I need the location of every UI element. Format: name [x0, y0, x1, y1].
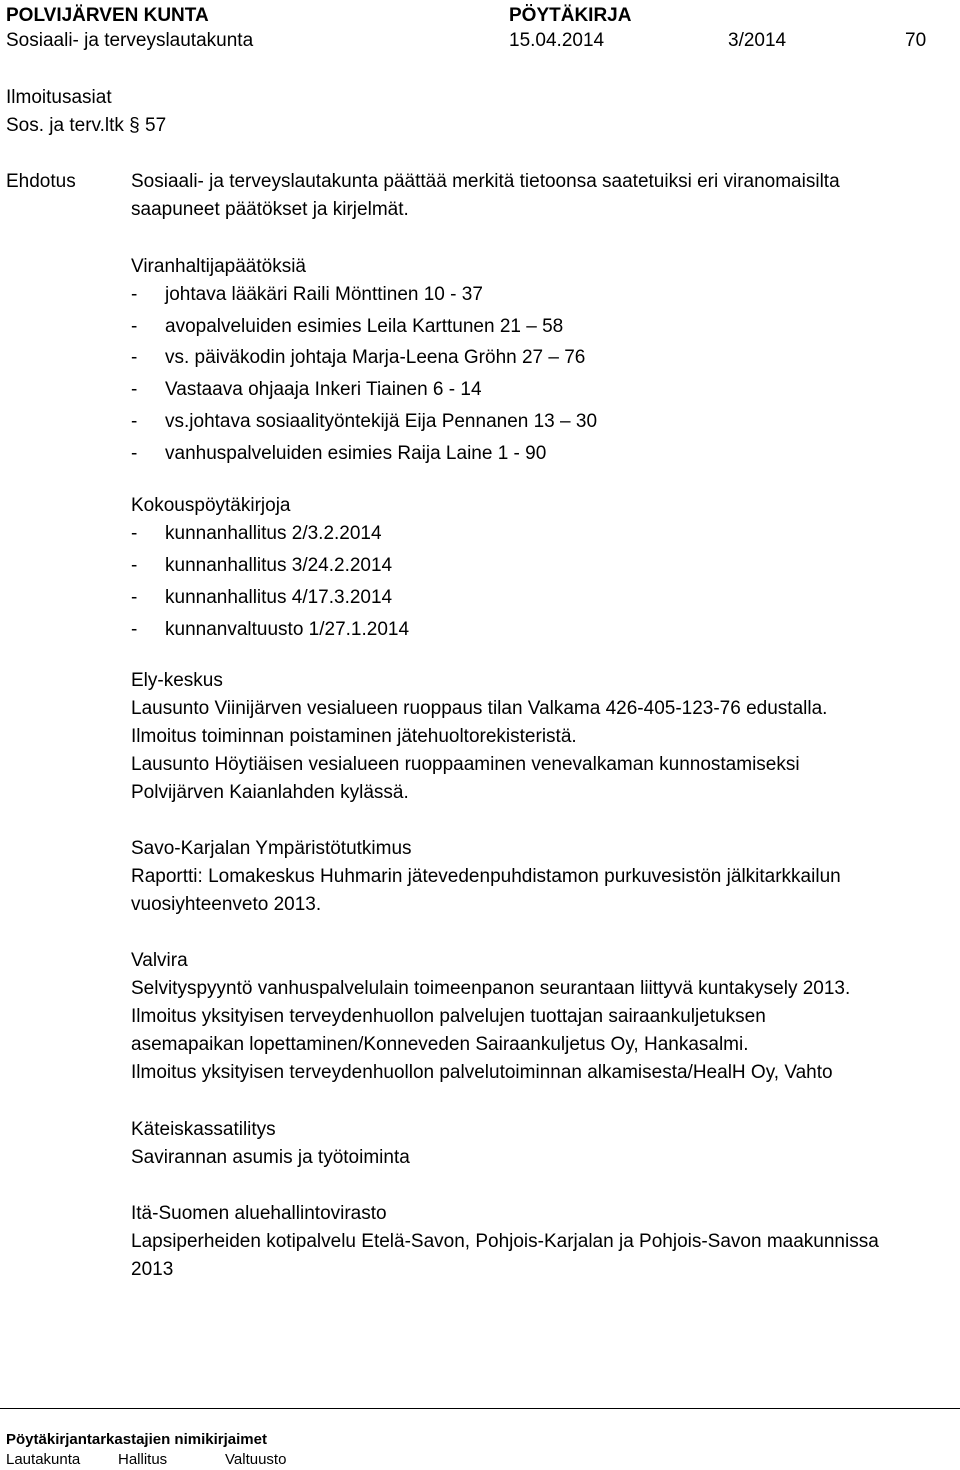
proposal-line: saapuneet päätökset ja kirjelmät.: [131, 199, 409, 220]
list-dash: -: [131, 316, 138, 337]
list-item: vs. päiväkodin johtaja Marja-Leena Gröhn 27 – 76: [165, 347, 586, 368]
body-line: Ilmoitus yksityisen terveydenhuollon palvelutoiminnan alkamisesta/HealH Oy, Vahto: [131, 1062, 833, 1083]
section-heading-avi: Itä-Suomen aluehallintovirasto: [131, 1203, 387, 1224]
meeting-number: 3/2014: [728, 30, 787, 51]
body-line: Polvijärven Kaianlahden kylässä.: [131, 782, 409, 803]
body-line: Ilmoitus yksityisen terveydenhuollon palvelujen tuottajan sairaankuljetuksen: [131, 1006, 766, 1027]
list-dash: -: [131, 587, 138, 608]
footer-col-council: Valtuusto: [225, 1451, 287, 1468]
list-item: kunnanhallitus 4/17.3.2014: [165, 587, 393, 608]
body-line: Lausunto Viinijärven vesialueen ruoppaus tilan Valkama 426-405-123-76 edustalla.: [131, 698, 828, 719]
list-dash: -: [131, 619, 138, 640]
body-line: Ilmoitus toiminnan poistaminen jätehuoltorekisteristä.: [131, 726, 577, 747]
list-dash: -: [131, 523, 138, 544]
organization-name: POLVIJÄRVEN KUNTA: [6, 5, 209, 26]
section-heading-ely: Ely-keskus: [131, 670, 223, 691]
section-heading-minutes: Kokouspöytäkirjoja: [131, 495, 291, 516]
list-item: kunnanhallitus 2/3.2.2014: [165, 523, 382, 544]
list-dash: -: [131, 379, 138, 400]
footer-title: Pöytäkirjantarkastajien nimikirjaimet: [6, 1431, 267, 1448]
proposal-line: Sosiaali- ja terveyslautakunta päättää merkitä tietoonsa saatetuiksi eri viranomaisilta: [131, 171, 840, 192]
body-line: Raportti: Lomakeskus Huhmarin jätevedenpuhdistamon purkuvesistön jälkitarkkailun: [131, 866, 841, 887]
section-heading-savo: Savo-Karjalan Ympäristötutkimus: [131, 838, 412, 859]
list-dash: -: [131, 411, 138, 432]
committee-name: Sosiaali- ja terveyslautakunta: [6, 30, 254, 51]
list-item: avopalveluiden esimies Leila Karttunen 21 – 58: [165, 316, 564, 337]
list-item: vanhuspalveluiden esimies Raija Laine 1 - 90: [165, 443, 547, 464]
list-item: kunnanvaltuusto 1/27.1.2014: [165, 619, 410, 640]
list-dash: -: [131, 555, 138, 576]
body-line: vuosiyhteenveto 2013.: [131, 894, 322, 915]
list-item: johtava lääkäri Raili Mönttinen 10 - 37: [165, 284, 483, 305]
proposal-label: Ehdotus: [6, 171, 76, 192]
list-item: kunnanhallitus 3/24.2.2014: [165, 555, 393, 576]
page-number: 70: [905, 30, 927, 51]
list-item: vs.johtava sosiaalityöntekijä Eija Pennanen 13 – 30: [165, 411, 598, 432]
list-dash: -: [131, 284, 138, 305]
section-heading-cash: Käteiskassatilitys: [131, 1119, 276, 1140]
body-line: asemapaikan lopettaminen/Konneveden Sairaankuljetus Oy, Hankasalmi.: [131, 1034, 749, 1055]
body-line: Lausunto Höytiäisen vesialueen ruoppaaminen venevalkaman kunnostamiseksi: [131, 754, 800, 775]
item-reference: Sos. ja terv.ltk § 57: [6, 115, 167, 136]
section-heading-valvira: Valvira: [131, 950, 188, 971]
footer-col-committee: Lautakunta: [6, 1451, 81, 1468]
list-dash: -: [131, 347, 138, 368]
body-line: 2013: [131, 1259, 174, 1280]
document-type: PÖYTÄKIRJA: [509, 5, 632, 26]
list-dash: -: [131, 443, 138, 464]
meeting-date: 15.04.2014: [509, 30, 605, 51]
body-line: Selvityspyyntö vanhuspalvelulain toimeenpanon seurantaan liittyvä kuntakysely 2013.: [131, 978, 851, 999]
section-heading-decisions: Viranhaltijapäätöksiä: [131, 256, 306, 277]
body-line: Lapsiperheiden kotipalvelu Etelä-Savon, Pohjois-Karjalan ja Pohjois-Savon maakunnissa: [131, 1231, 879, 1252]
item-title: Ilmoitusasiat: [6, 87, 112, 108]
footer-divider: [0, 1408, 960, 1409]
footer-col-board: Hallitus: [118, 1451, 168, 1468]
body-line: Savirannan asumis ja työtoiminta: [131, 1147, 410, 1168]
list-item: Vastaava ohjaaja Inkeri Tiainen 6 - 14: [165, 379, 482, 400]
